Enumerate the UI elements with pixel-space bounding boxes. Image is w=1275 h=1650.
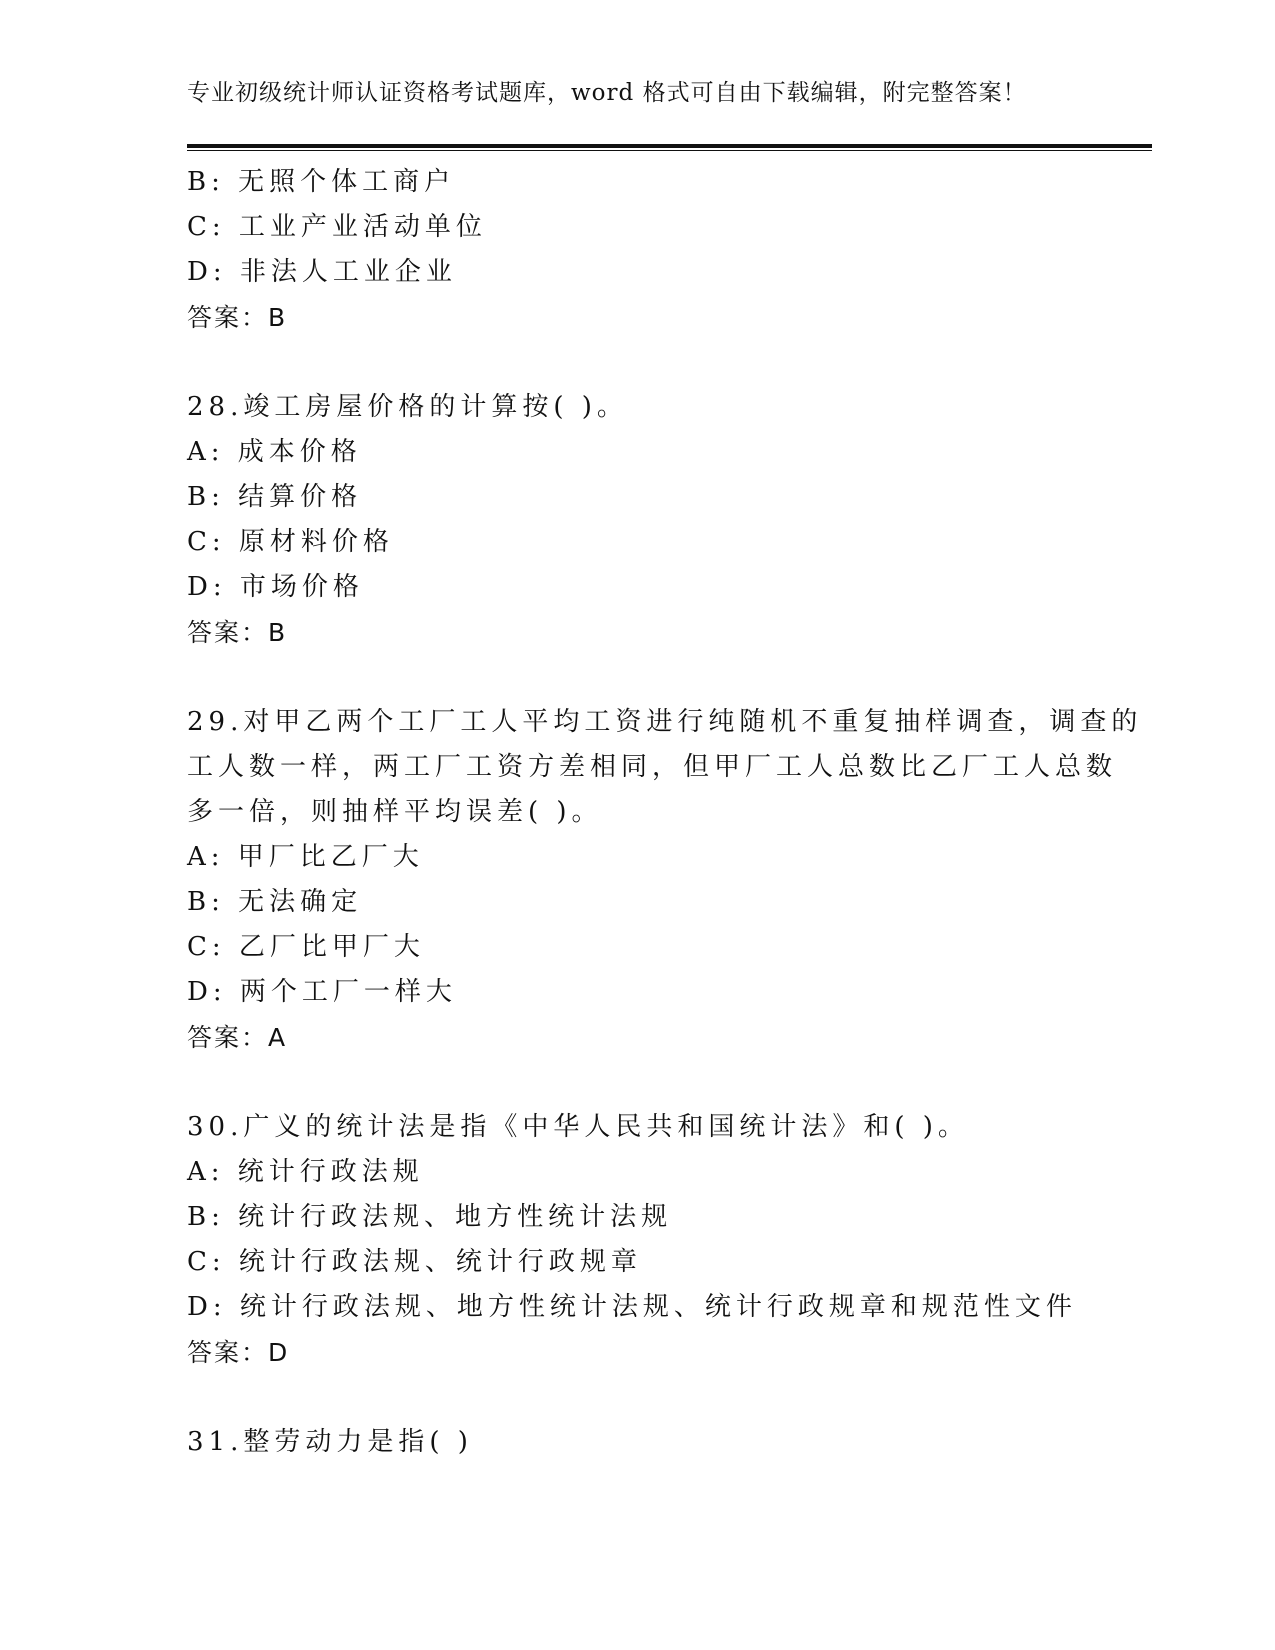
question-block-29 bbox=[187, 700, 1143, 1060]
option-line: D: 非法人工业企业 bbox=[187, 257, 457, 287]
header-rule-thick bbox=[187, 144, 1152, 148]
answer-line: 答案：A bbox=[187, 1023, 288, 1052]
question-block-28 bbox=[187, 385, 1087, 655]
question-block-31 bbox=[187, 1420, 1087, 1465]
question-stem: 29.对甲乙两个工厂工人平均工资进行纯随机不重复抽样调查，调查的 bbox=[187, 707, 1143, 737]
spacer bbox=[187, 340, 1087, 385]
question-stem: 多一倍，则抽样平均误差( )。 bbox=[187, 797, 603, 827]
option-line: C: 乙厂比甲厂大 bbox=[187, 932, 425, 962]
spacer bbox=[187, 1375, 1087, 1420]
answer-line: 答案：B bbox=[187, 303, 288, 332]
header-rule-thin bbox=[187, 150, 1152, 151]
question-content bbox=[187, 160, 1143, 1465]
spacer bbox=[187, 655, 1087, 700]
question-block-30 bbox=[187, 1105, 1087, 1375]
question-stem: 工人数一样，两工厂工资方差相同，但甲厂工人总数比乙厂工人总数 bbox=[187, 752, 1118, 782]
question-stem: 28.竣工房屋价格的计算按( )。 bbox=[187, 392, 628, 422]
option-line: B: 结算价格 bbox=[187, 482, 363, 512]
spacer bbox=[187, 1060, 1087, 1105]
option-line: C: 原材料价格 bbox=[187, 527, 394, 557]
page-header: 专业初级统计师认证资格考试题库，word 格式可自由下载编辑，附完整答案！ bbox=[187, 80, 1027, 106]
option-line: A: 统计行政法规 bbox=[187, 1157, 424, 1187]
question-stem: 30.广义的统计法是指《中华人民共和国统计法》和( )。 bbox=[187, 1112, 969, 1142]
option-line: D: 市场价格 bbox=[187, 572, 364, 602]
option-line: B: 无照个体工商户 bbox=[187, 167, 456, 197]
option-line: C: 工业产业活动单位 bbox=[187, 212, 487, 242]
option-line: A: 成本价格 bbox=[187, 437, 362, 467]
option-line: D: 统计行政法规、地方性统计法规、统计行政规章和规范性文件 bbox=[187, 1292, 1077, 1322]
answer-line: 答案：B bbox=[187, 618, 288, 647]
option-line: B: 统计行政法规、地方性统计法规 bbox=[187, 1202, 673, 1232]
option-line: B: 无法确定 bbox=[187, 887, 363, 917]
option-line: D: 两个工厂一样大 bbox=[187, 977, 457, 1007]
option-line: C: 统计行政法规、统计行政规章 bbox=[187, 1247, 642, 1277]
option-line: A: 甲厂比乙厂大 bbox=[187, 842, 424, 872]
question-stem: 31.整劳动力是指( ) bbox=[187, 1427, 473, 1457]
answer-line: 答案：D bbox=[187, 1338, 290, 1367]
